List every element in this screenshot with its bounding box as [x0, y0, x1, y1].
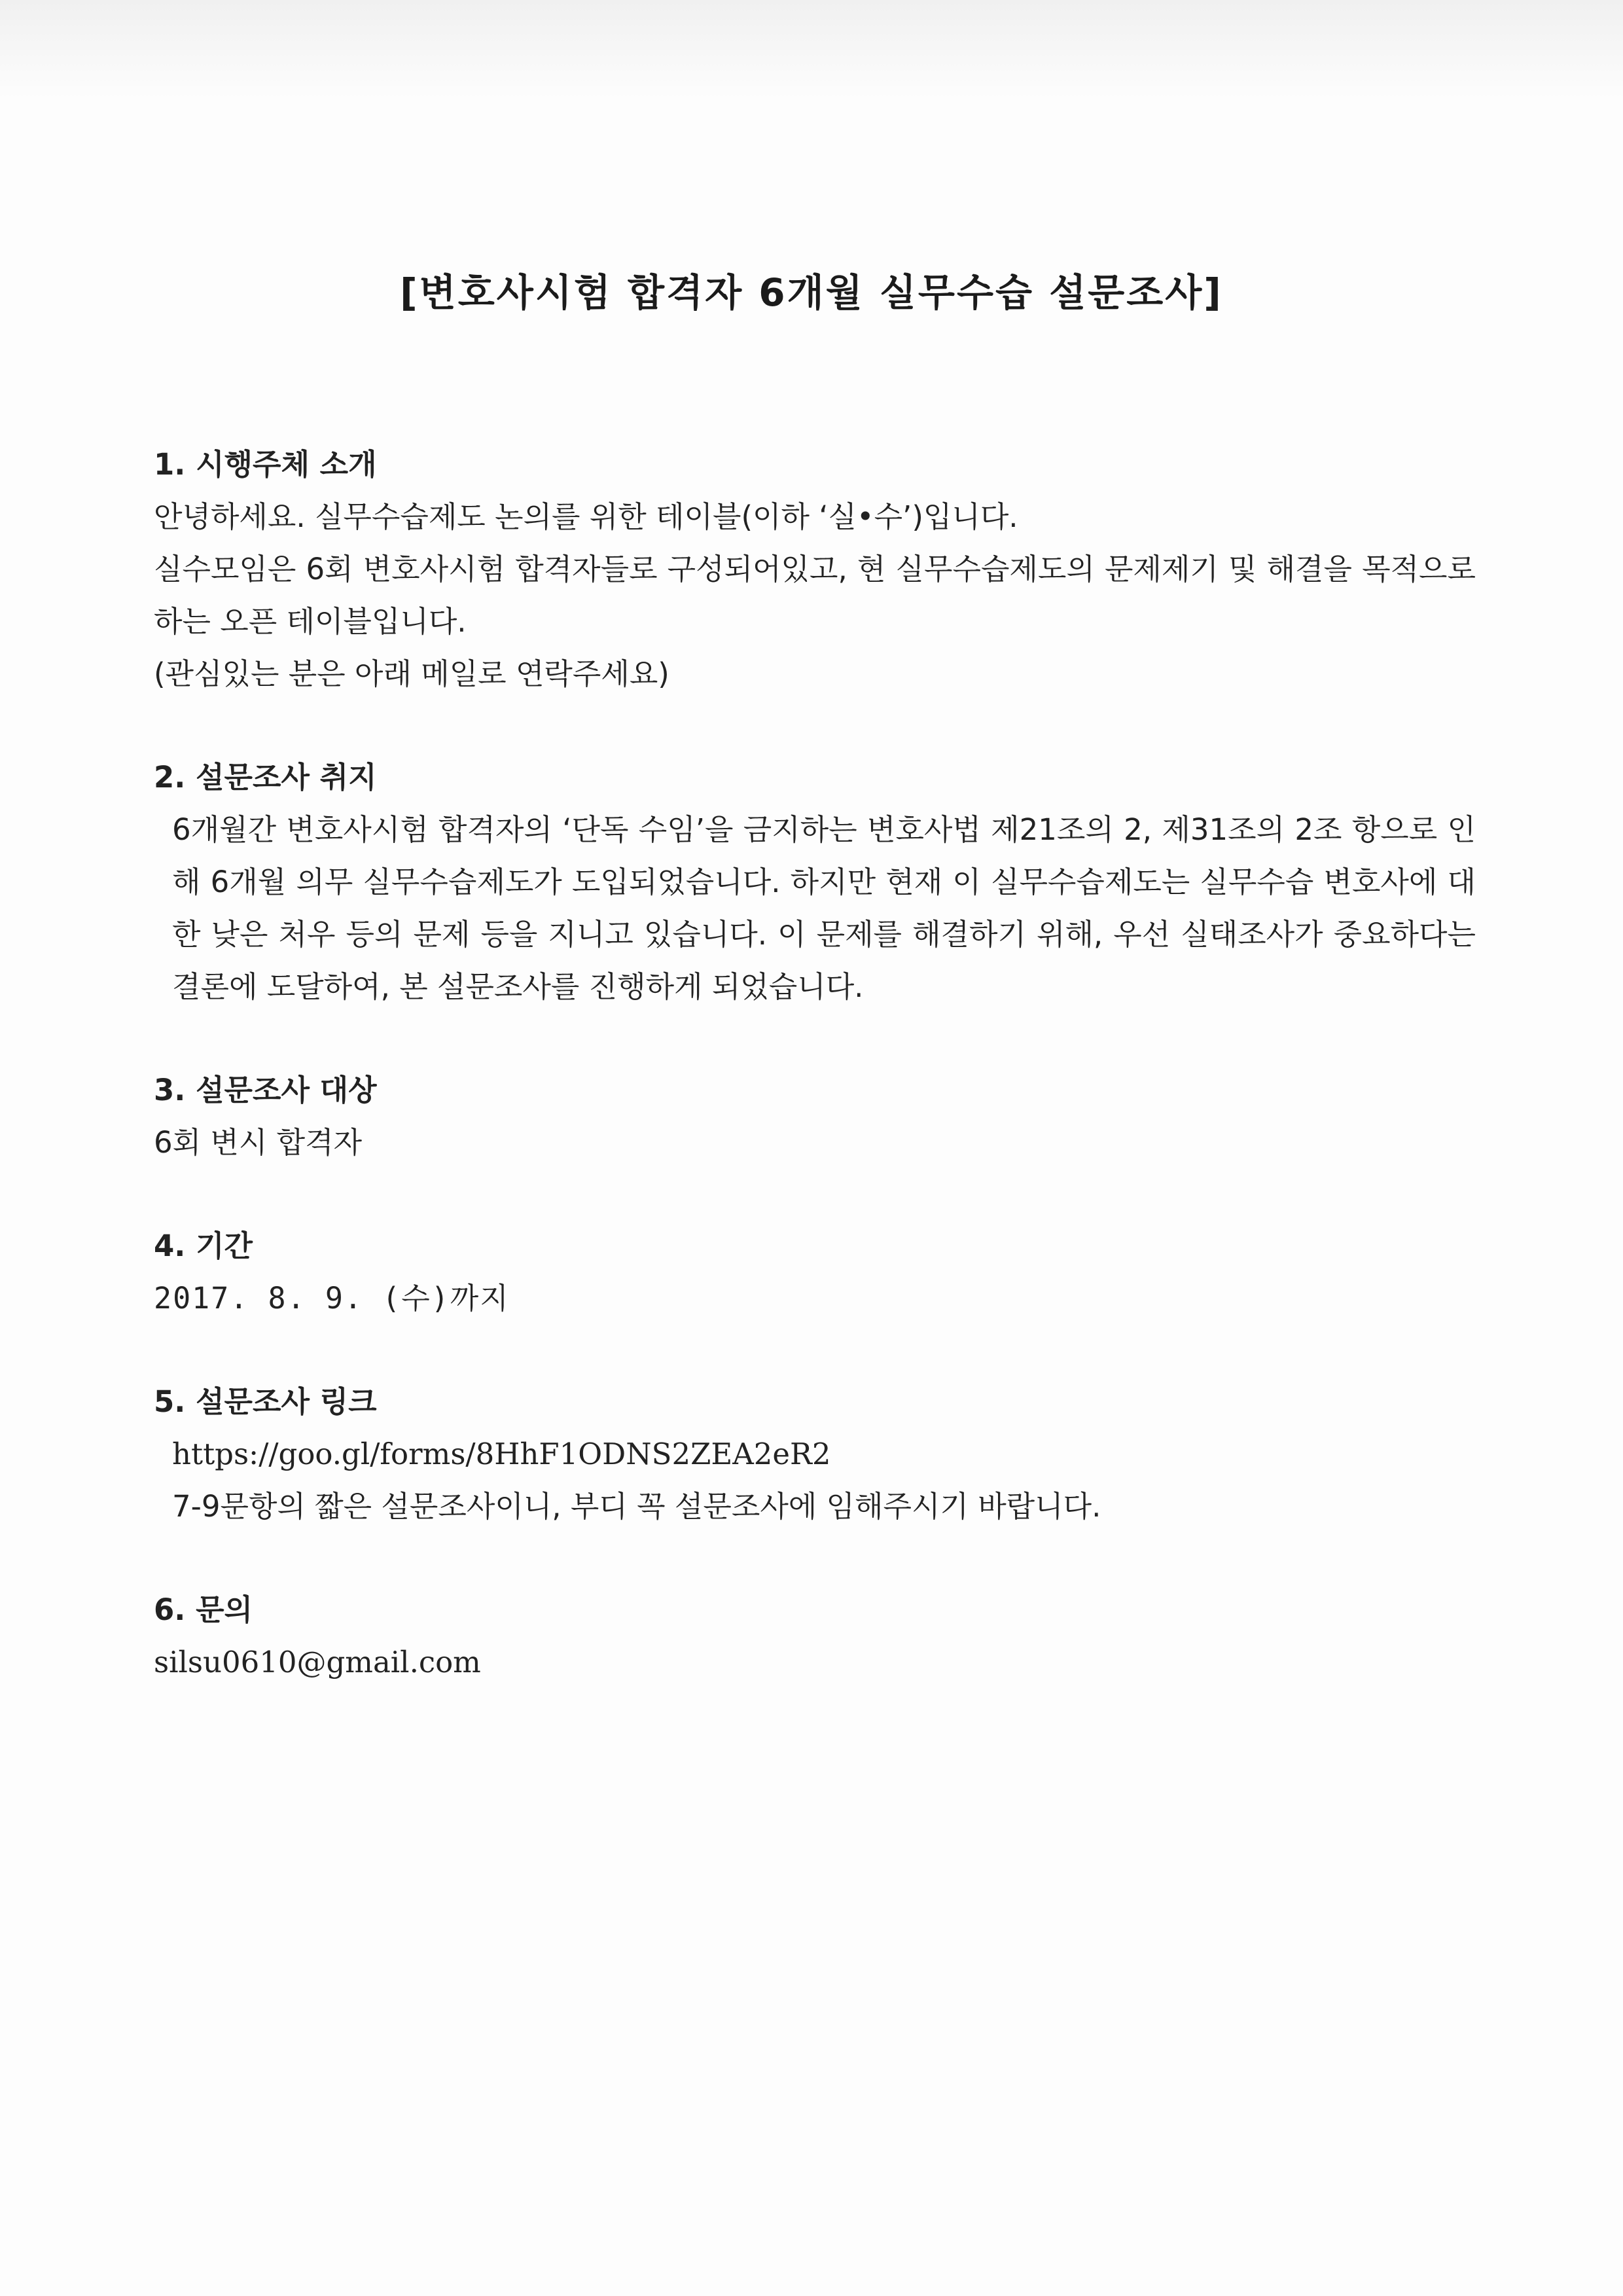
survey-link[interactable]: https://goo.gl/forms/8HhF1ODNS2ZEA2eR2 — [172, 1437, 831, 1471]
survey-note: 7-9문항의 짧은 설문조사이니, 부디 꼭 설문조사에 임해주시기 바랍니다. — [172, 1489, 1101, 1524]
section-heading: 4. 기간 — [154, 1229, 253, 1263]
contact-note: (관심있는 분은 아래 메일로 연락주세요) — [154, 656, 669, 691]
section-heading: 2. 설문조사 취지 — [154, 760, 377, 795]
section-contact — [154, 1584, 1476, 1689]
greeting-line: 안녕하세요. 실무수습제도 논의를 위한 테이블(이하 ‘실•수’)입니다. — [154, 499, 1018, 534]
section-heading: 1. 시행주체 소개 — [154, 447, 377, 482]
target-text: 6회 변시 합격자 — [154, 1125, 363, 1160]
scan-top-edge — [0, 0, 1623, 98]
period-text: 2017. 8. 9. (수)까지 — [154, 1281, 510, 1316]
section-heading: 6. 문의 — [154, 1592, 253, 1627]
section-purpose — [154, 751, 1476, 1013]
purpose-paragraph: 6개월간 변호사시험 합격자의 ‘단독 수임’을 금지하는 변호사법 제21조의 2, 제31조의 2조 항으로 인해 6개월 의무 실무수습제도가 도입되었습니다. 하지만 현재 이 실무수습제도는 실무수습 변호사에 대한 낮은 처우 등의 문제 등을 지니고 있습니다. 이 문제를 해결하기 위해, 우선 실태조사가 중요하다는 결론에 도달하여, 본 설문조사를 진행하게 되었습니다. — [172, 812, 1476, 1004]
contact-email[interactable]: silsu0610@gmail.com — [154, 1645, 481, 1679]
section-period — [154, 1220, 1476, 1325]
section-target — [154, 1064, 1476, 1169]
document-title: [변호사시험 합격자 6개월 실무수습 설문조사] — [400, 270, 1223, 315]
organizer-description: 실수모임은 6회 변호사시험 합격자들로 구성되어있고, 현 실무수습제도의 문제제기 및 해결을 목적으로하는 오픈 테이블입니다. — [154, 552, 1476, 639]
section-heading: 5. 설문조사 링크 — [154, 1384, 377, 1419]
section-organizer — [154, 439, 1476, 700]
section-heading: 3. 설문조사 대상 — [154, 1073, 377, 1107]
document-body — [154, 439, 1476, 1740]
section-survey-link — [154, 1376, 1476, 1533]
